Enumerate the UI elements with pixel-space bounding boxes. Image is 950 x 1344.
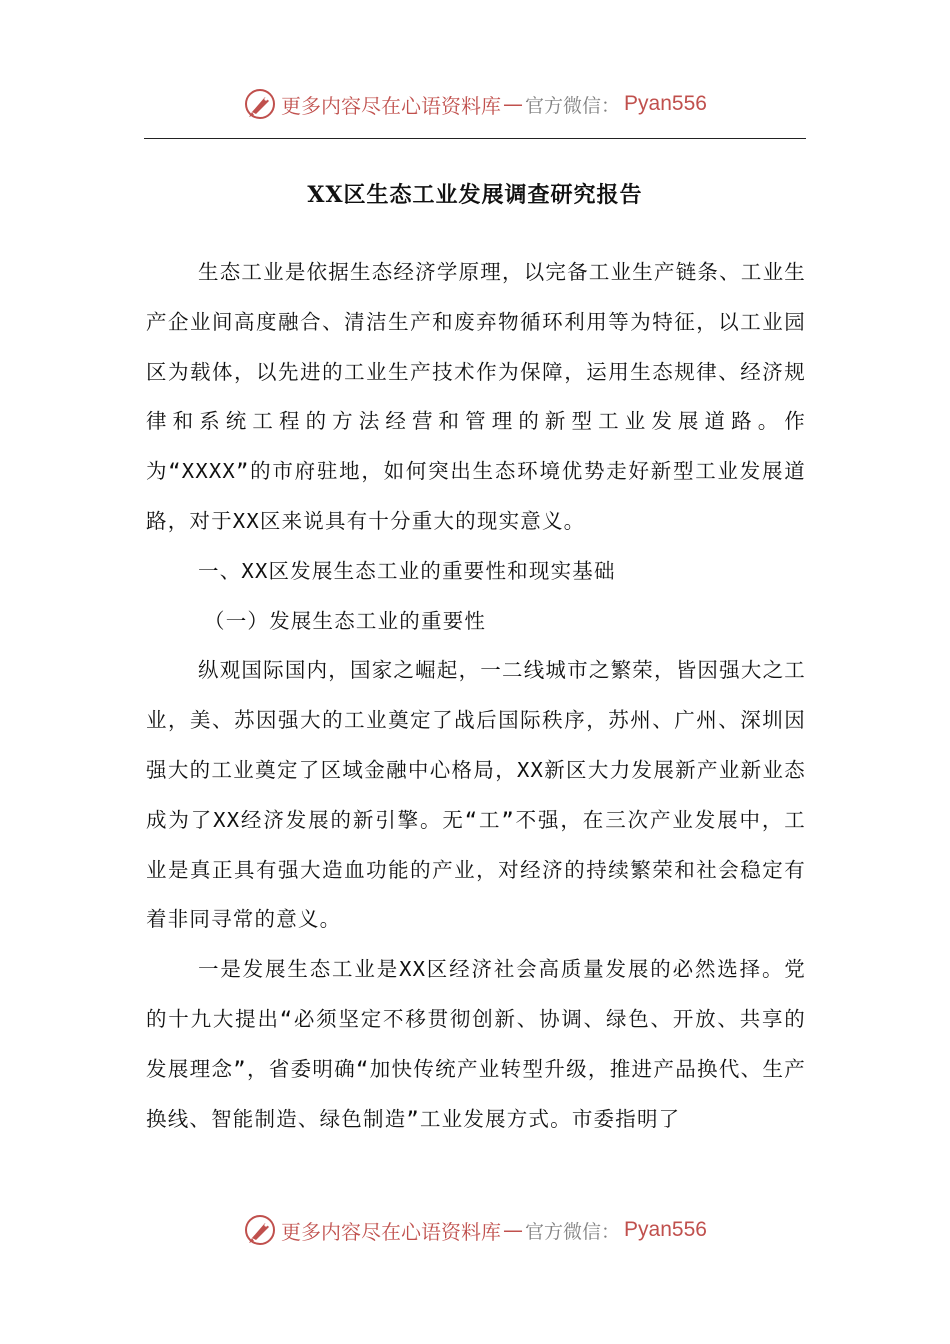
paragraph-importance: 纵观国际国内，国家之崛起，一二线城市之繁荣，皆因强大之工业，美、苏因强大的工业奠定了战后国际秩序，苏州、广州、深圳因强大的工业奠定了区域金融中心格局，XX新区大力发展新产业新业态成为了XX经济发展的新引擎。无“工”不强，在三次产业发展中，工业是真正具有强大造血功能的产业，对经济的持续繁荣和社会稳定有着非同寻常的意义。 [146,658,806,932]
paragraph-first-point: 一是发展生态工业是XX区经济社会高质量发展的必然选择。党的十九大提出“必须坚定不移贯彻创新、协调、绿色、开放、共享的发展理念”，省委明确“加快传统产业转型升级，推进产品换代、生产换线、智能制造、绿色制造”工业发展方式。市委指明了 [146,957,806,1131]
subsection-heading-1: （一）发展生态工业的重要性 [204,608,487,633]
banner-suffix-text: 官方微信： [525,1220,621,1243]
banner-suffix-text: 官方微信： [525,94,621,117]
banner-wechat-id: Pyan556 [624,92,707,115]
paragraph-intro: 生态工业是依据生态经济学原理，以完备工业生产链条、工业生产企业间高度融合、清洁生产和废弃物循环利用等为特征，以工业园区为载体，以先进的工业生产技术作为保障，运用生态规律、经济规律和系统工程的方法经营和管理的新型工业发展道路。作为“XXXX”的市府驻地，如何突出生态环境优势走好新型工业发展道路，对于XX区来说具有十分重大的现实意义。 [146,260,806,533]
pen-nib-logo-icon [243,87,277,121]
banner-dash: — [503,92,524,116]
header-banner [0,82,950,126]
section-heading-1: 一、XX区发展生态工业的重要性和现实基础 [198,558,616,583]
document-body [146,248,806,1144]
document-title: XX区生态工业发展调查研究报告 [307,182,643,208]
header-divider [144,138,806,139]
banner-main-text: 更多内容尽在心语资料库 [281,93,502,118]
banner-dash: — [503,1218,524,1242]
banner-wechat-id: Pyan556 [624,1218,707,1241]
banner-main-text: 更多内容尽在心语资料库 [281,1219,502,1244]
pen-nib-logo-icon [243,1213,277,1247]
footer-banner [0,1208,950,1252]
